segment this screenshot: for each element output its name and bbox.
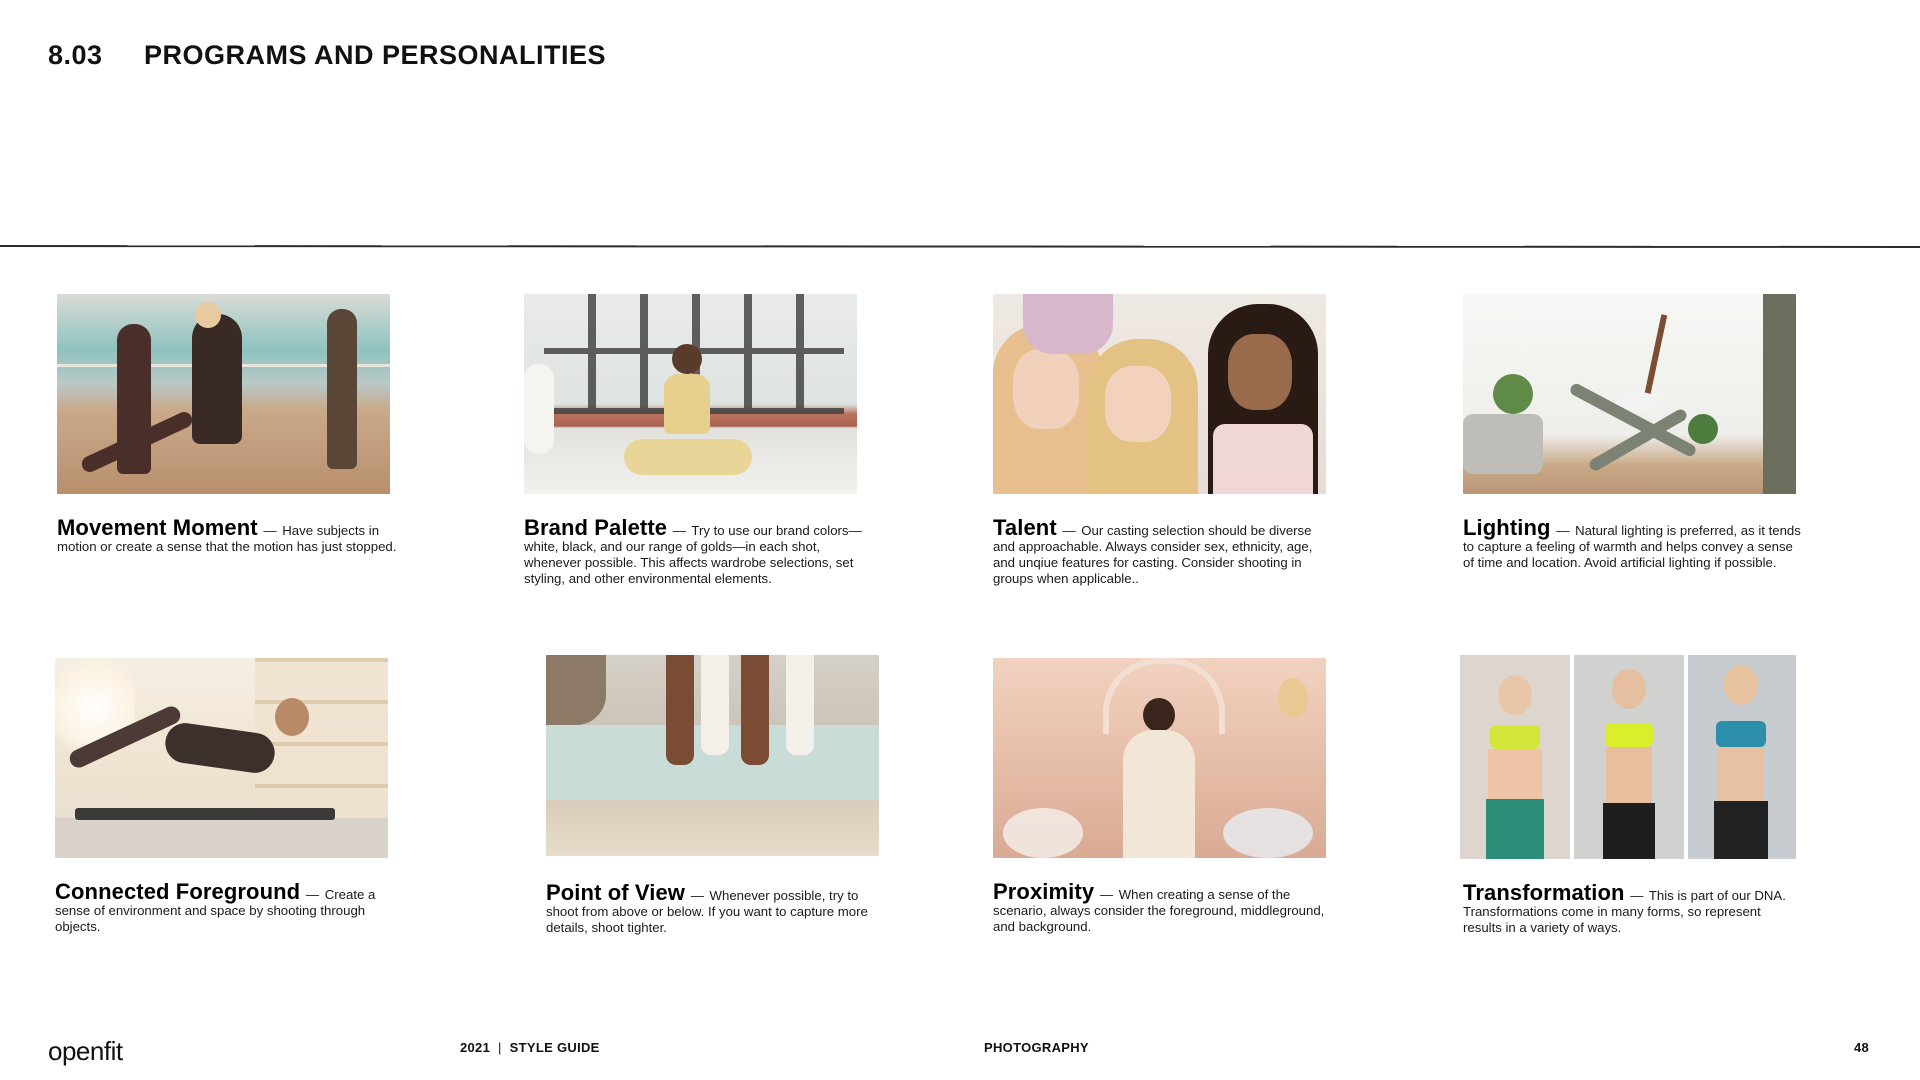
card-title: Proximity	[993, 879, 1095, 904]
footer-section: PHOTOGRAPHY	[984, 1040, 1089, 1055]
card-caption: Movement Moment — Have subjects in motion or create a sense that the motion has just stopped.	[57, 515, 397, 554]
footer-doc-name: STYLE GUIDE	[509, 1040, 600, 1055]
sound-bowls-photo	[993, 658, 1326, 858]
card-movement-moment	[57, 294, 397, 555]
card-title: Brand Palette	[524, 515, 668, 540]
card-description: When creating a sense of the scenario, always consider the foreground, middleground, and background.	[993, 887, 1325, 934]
card-description: Have subjects in motion or create a sense that the motion has just stopped.	[57, 523, 397, 554]
group-portrait-photo	[993, 294, 1326, 494]
card-proximity	[993, 658, 1333, 935]
barre-class-photo	[57, 294, 390, 494]
card-description: Create a sense of environment and space by shooting through objects.	[55, 887, 376, 934]
card-caption: Proximity — When creating a sense of the scenario, always consider the foreground, middleground, and background.	[993, 879, 1325, 934]
card-caption: Transformation — This is part of our DNA. Transformations come in many forms, so represent results in a variety of ways.	[1463, 880, 1786, 935]
card-title: Talent	[993, 515, 1057, 540]
footer-divider: |	[498, 1040, 502, 1055]
card-caption: Connected Foreground — Create a sense of environment and space by shooting through objects.	[55, 879, 376, 934]
card-title: Point of View	[546, 880, 686, 905]
card-lighting	[1463, 294, 1803, 571]
card-caption: Lighting — Natural lighting is preferred, as it tends to capture a feeling of warmth and helps convey a sense of time and location. Avoid artificial lighting if possible.	[1463, 515, 1801, 570]
card-connected-foreground	[55, 658, 395, 935]
feet-on-mat-photo	[546, 655, 879, 856]
card-description: Our casting selection should be diverse and approachable. Always consider sex, ethnicity, age, and unqiue features for casting. Consider shooting in groups when applicable..	[993, 523, 1313, 586]
card-caption: Point of View — Whenever possible, try to shoot from above or below. If you want to capture more details, shoot tighter.	[546, 880, 868, 935]
card-title: Connected Foreground	[55, 879, 301, 904]
card-description: This is part of our DNA. Transformations come in many forms, so represent results in a variety of ways.	[1463, 888, 1786, 935]
card-title: Transformation	[1463, 880, 1625, 905]
plank-workout-photo	[55, 658, 388, 858]
card-transformation	[1460, 655, 1800, 936]
card-caption: Talent — Our casting selection should be diverse and approachable. Always consider sex, ethnicity, age, and unqiue features for casting. Consider shooting in groups when applicable..	[993, 515, 1313, 586]
meditation-photo	[524, 294, 857, 494]
card-point-of-view	[546, 655, 886, 936]
section-number: 8.03	[48, 40, 103, 70]
card-caption: Brand Palette — Try to use our brand colors—white, black, and our range of golds—in each shot, whenever possible. This affects wardrobe selections, set styling, and other environmental elements.	[524, 515, 862, 586]
card-title: Movement Moment	[57, 515, 258, 540]
card-brand-palette	[524, 294, 864, 587]
card-title: Lighting	[1463, 515, 1551, 540]
page-number: 48	[1854, 1040, 1870, 1055]
footer-year: 2021	[460, 1040, 491, 1055]
yoga-pose-photo	[1463, 294, 1796, 494]
footer-doc-label	[460, 1040, 600, 1055]
card-description: Whenever possible, try to shoot from above or below. If you want to capture more details, shoot tighter.	[546, 888, 868, 935]
transformation-photo	[1460, 655, 1796, 859]
card-description: Natural lighting is preferred, as it tends to capture a feeling of warmth and helps convey a sense of time and location. Avoid artificial lighting if possible.	[1463, 523, 1801, 570]
card-description: Try to use our brand colors—white, black, and our range of golds—in each shot, whenever possible. This affects wardrobe selections, set styling, and other environmental elements.	[524, 523, 862, 586]
page-title: PROGRAMS AND PERSONALITIES	[144, 40, 607, 70]
divider-rule	[0, 245, 1920, 248]
page-header	[48, 40, 606, 71]
openfit-logo: openfit	[48, 1036, 123, 1066]
card-talent	[993, 294, 1333, 587]
